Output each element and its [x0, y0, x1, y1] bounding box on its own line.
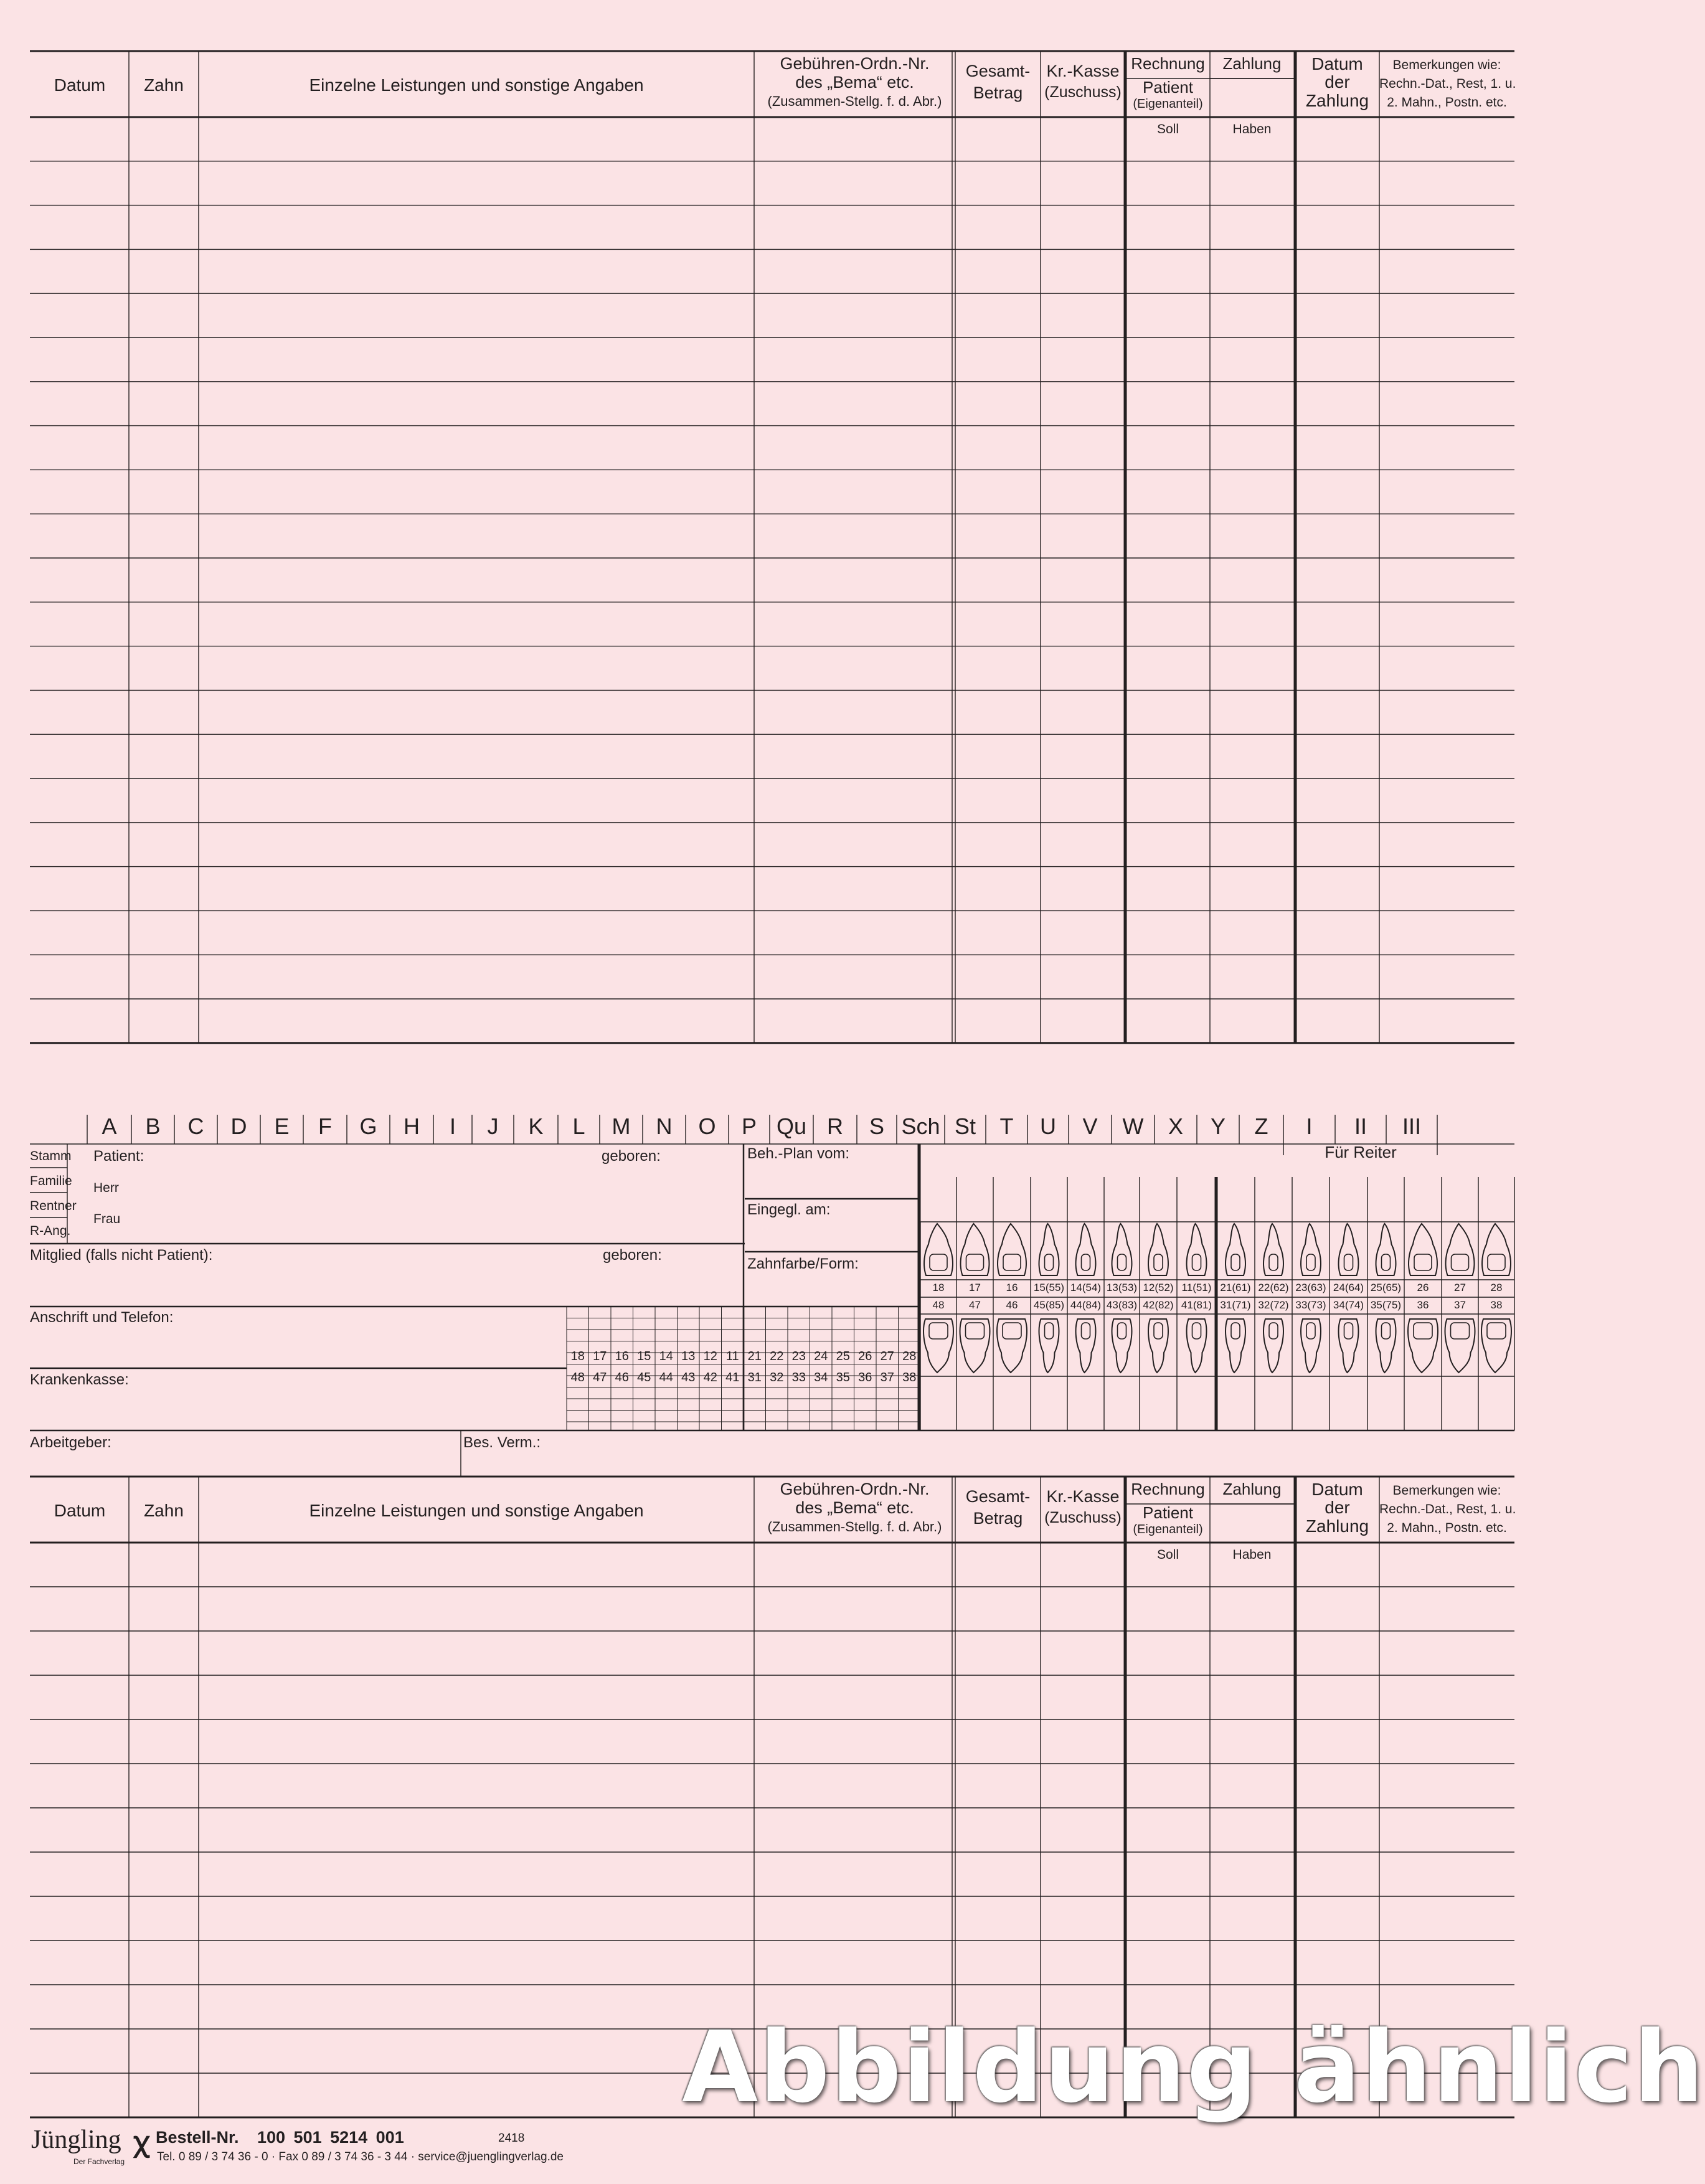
- stamm-label[interactable]: Stamm: [30, 1149, 72, 1163]
- mini-tooth-lower: 43: [681, 1371, 696, 1384]
- bemerkungen-header-1: Bemerkungen wie:: [1392, 1483, 1501, 1498]
- col-gesamt-header-1: Gesamt-: [965, 1487, 1031, 1506]
- herr-label: Herr: [93, 1181, 119, 1195]
- bemerkungen-header-2: Rechn.-Dat., Rest, 1. u.: [1379, 1502, 1516, 1516]
- bestell-label: Bestell-Nr.: [156, 2128, 239, 2147]
- lower-tooth-number: 46: [1006, 1299, 1018, 1311]
- familie-label[interactable]: Familie: [30, 1174, 72, 1188]
- lower-tooth-icon: [1263, 1319, 1283, 1373]
- patient-field-label: Patient:: [93, 1148, 144, 1165]
- upper-tooth-number: 28: [1490, 1282, 1503, 1293]
- datum-zahlung-header-3: Zahlung: [1305, 91, 1369, 110]
- col-gesamt-header-2: Betrag: [973, 83, 1023, 102]
- alphabet-tab: Sch: [901, 1113, 940, 1139]
- alphabet-tab: E: [274, 1113, 290, 1139]
- lower-tooth-icon: [1376, 1319, 1396, 1373]
- mini-tooth-lower: 32: [770, 1371, 784, 1384]
- col-gebuehren-header-1: Gebühren-Ordn.-Nr.: [780, 1480, 930, 1498]
- col-gebuehren-header-3: (Zusammen-Stellg. f. d. Abr.): [767, 1519, 942, 1534]
- alphabet-tab: N: [656, 1113, 673, 1139]
- mini-tooth-lower: 36: [858, 1371, 872, 1384]
- alphabet-tab: V: [1082, 1113, 1098, 1139]
- upper-tooth-number: 23(63): [1295, 1282, 1326, 1293]
- lower-tooth-number: 48: [932, 1299, 945, 1311]
- upper-tooth-icon: [998, 1224, 1026, 1275]
- eingegl-label: Eingegl. am:: [747, 1201, 831, 1218]
- upper-tooth-icon: [1409, 1224, 1437, 1275]
- upper-tooth-number: 17: [969, 1282, 981, 1293]
- alphabet-tab: L: [572, 1113, 585, 1139]
- alphabet-tab: P: [741, 1113, 757, 1139]
- contact-line: Tel. 0 89 / 3 74 36 - 0 · Fax 0 89 / 3 74 36 - 3 44 · service@juenglingverlag.de: [157, 2150, 564, 2163]
- alphabet-tab: T: [999, 1113, 1014, 1139]
- watermark: Abbildung ähnlich: [682, 2010, 1705, 2125]
- mini-tooth-lower: 44: [659, 1371, 673, 1384]
- mini-tooth-lower: 31: [747, 1371, 762, 1384]
- upper-tooth-icon: [961, 1224, 989, 1275]
- alphabet-tab: G: [359, 1113, 377, 1139]
- upper-tooth-icon: [1148, 1224, 1168, 1275]
- lower-tooth-icon: [1445, 1319, 1475, 1373]
- bemerkungen-header-1: Bemerkungen wie:: [1392, 58, 1501, 72]
- mini-tooth-upper: 16: [615, 1350, 629, 1363]
- rechnung-header: Rechnung: [1131, 1480, 1205, 1498]
- lower-tooth-icon: [1112, 1319, 1132, 1373]
- col-kasse-header-1: Kr.-Kasse: [1046, 62, 1120, 80]
- brand-logo: Jüngling: [31, 2125, 121, 2154]
- alphabet-tab: J: [487, 1113, 499, 1139]
- beh-plan-label: Beh.-Plan vom:: [747, 1145, 850, 1162]
- mini-tooth-lower: 45: [637, 1371, 651, 1384]
- lower-tooth-icon: [1039, 1319, 1059, 1373]
- upper-tooth-number: 12(52): [1143, 1282, 1174, 1293]
- upper-tooth-number: 22(62): [1258, 1282, 1289, 1293]
- mini-tooth-upper: 12: [703, 1350, 717, 1363]
- mini-tooth-lower: 37: [880, 1371, 894, 1384]
- frau-label: Frau: [93, 1212, 121, 1226]
- brand-mark-icon: ꭓ: [133, 2127, 149, 2157]
- mini-tooth-upper: 15: [637, 1350, 651, 1363]
- alphabet-tab: Qu: [776, 1113, 807, 1139]
- upper-tooth-number: 26: [1417, 1282, 1429, 1293]
- anschrift-label: Anschrift und Telefon:: [30, 1309, 174, 1326]
- bestell-number: 100 501 5214 001: [257, 2128, 404, 2147]
- mini-tooth-lower: 48: [570, 1371, 585, 1384]
- upper-tooth-icon: [1039, 1224, 1059, 1275]
- upper-tooth-icon: [1076, 1224, 1096, 1275]
- lower-tooth-number: 42(82): [1143, 1299, 1174, 1311]
- mini-tooth-upper: 26: [858, 1350, 872, 1363]
- alphabet-tab: II: [1354, 1113, 1367, 1139]
- lower-tooth-icon: [1076, 1319, 1096, 1373]
- col-gebuehren-header-2: des „Bema“ etc.: [795, 73, 914, 92]
- upper-tooth-icon: [1263, 1224, 1283, 1275]
- fuer-reiter-label: Für Reiter: [1325, 1143, 1397, 1161]
- upper-tooth-number: 18: [932, 1282, 945, 1293]
- bemerkungen-header-3: 2. Mahn., Postn. etc.: [1387, 95, 1507, 110]
- upper-tooth-number: 21(61): [1220, 1282, 1251, 1293]
- upper-tooth-number: 13(53): [1106, 1282, 1138, 1293]
- lower-tooth-number: 32(72): [1258, 1299, 1289, 1311]
- mini-tooth-lower: 35: [836, 1371, 850, 1384]
- brand-subtitle: Der Fachverlag: [73, 2157, 125, 2166]
- upper-tooth-icon: [1339, 1224, 1359, 1275]
- col-gebuehren-header-2: des „Bema“ etc.: [795, 1498, 914, 1517]
- alphabet-tab: III: [1402, 1113, 1421, 1139]
- alphabet-tab: M: [612, 1113, 631, 1139]
- alphabet-tab: H: [404, 1113, 420, 1139]
- col-gesamt-header-2: Betrag: [973, 1509, 1023, 1528]
- rechnung-header: Rechnung: [1131, 54, 1205, 73]
- haben-label: Haben: [1232, 1548, 1272, 1562]
- lower-tooth-number: 33(73): [1295, 1299, 1326, 1311]
- mini-tooth-upper: 17: [593, 1350, 607, 1363]
- lower-tooth-number: 45(85): [1033, 1299, 1065, 1311]
- upper-tooth-number: 27: [1454, 1282, 1466, 1293]
- mini-tooth-lower: 38: [902, 1371, 917, 1384]
- col-zahn-header: Zahn: [144, 1501, 184, 1520]
- lower-tooth-icon: [1301, 1319, 1321, 1373]
- datum-zahlung-header-1: Datum: [1311, 1480, 1363, 1499]
- mini-tooth-lower: 33: [791, 1371, 806, 1384]
- rentner-label[interactable]: Rentner: [30, 1199, 77, 1213]
- mini-tooth-lower: 46: [615, 1371, 629, 1384]
- r-ang-label[interactable]: R-Ang.: [30, 1224, 71, 1238]
- mini-tooth-upper: 11: [725, 1350, 739, 1363]
- soll-label: Soll: [1156, 1548, 1179, 1562]
- lower-tooth-icon: [1481, 1319, 1511, 1373]
- lower-tooth-number: 38: [1490, 1299, 1503, 1311]
- col-leistungen-header: Einzelne Leistungen und sonstige Angaben: [309, 75, 644, 95]
- lower-tooth-icon: [1226, 1319, 1245, 1373]
- alphabet-tab: C: [187, 1113, 204, 1139]
- mini-tooth-lower: 42: [703, 1371, 717, 1384]
- alphabet-tab: S: [869, 1113, 884, 1139]
- col-kasse-header-2: (Zuschuss): [1044, 83, 1122, 101]
- mini-tooth-lower: 34: [814, 1371, 828, 1384]
- haben-label: Haben: [1232, 122, 1272, 136]
- upper-tooth-number: 11(51): [1181, 1282, 1212, 1293]
- datum-zahlung-header-1: Datum: [1311, 54, 1363, 73]
- soll-label: Soll: [1156, 122, 1179, 136]
- alphabet-tab: F: [318, 1113, 332, 1139]
- alphabet-tab: St: [954, 1113, 976, 1139]
- mini-tooth-upper: 21: [747, 1350, 762, 1363]
- lower-tooth-icon: [1339, 1319, 1359, 1373]
- geboren-mitglied-label: geboren:: [603, 1247, 662, 1264]
- col-zahn-header: Zahn: [144, 75, 184, 95]
- upper-tooth-number: 15(55): [1033, 1282, 1065, 1293]
- upper-tooth-number: 25(65): [1370, 1282, 1402, 1293]
- lower-tooth-number: 44(84): [1070, 1299, 1102, 1311]
- mini-tooth-upper: 28: [902, 1350, 917, 1363]
- upper-tooth-icon: [1112, 1224, 1132, 1275]
- lower-tooth-icon: [923, 1319, 953, 1373]
- mini-tooth-upper: 27: [880, 1350, 894, 1363]
- lower-tooth-number: 37: [1454, 1299, 1466, 1311]
- eigenanteil-subheader: (Eigenanteil): [1133, 97, 1203, 111]
- mini-tooth-upper: 25: [836, 1350, 850, 1363]
- patient-subheader: Patient: [1143, 1503, 1193, 1522]
- mini-tooth-upper: 22: [770, 1350, 784, 1363]
- lower-tooth-number: 41(81): [1181, 1299, 1212, 1311]
- upper-tooth-number: 24(64): [1333, 1282, 1364, 1293]
- upper-tooth-icon: [1301, 1224, 1321, 1275]
- lower-tooth-icon: [1148, 1319, 1168, 1373]
- alphabet-tab: W: [1122, 1113, 1144, 1139]
- col-datum-header: Datum: [54, 75, 106, 95]
- mitglied-label: Mitglied (falls nicht Patient):: [30, 1247, 213, 1264]
- alphabet-tab: I: [449, 1113, 456, 1139]
- upper-tooth-icon: [1482, 1224, 1511, 1275]
- patient-subheader: Patient: [1143, 78, 1193, 97]
- alphabet-tab: I: [1306, 1113, 1313, 1139]
- alphabet-tab: B: [145, 1113, 161, 1139]
- bemerkungen-header-2: Rechn.-Dat., Rest, 1. u.: [1379, 77, 1516, 91]
- upper-tooth-number: 14(54): [1070, 1282, 1102, 1293]
- datum-zahlung-header-2: der: [1325, 72, 1350, 92]
- lower-tooth-icon: [960, 1319, 990, 1373]
- alphabet-tab: D: [230, 1113, 247, 1139]
- col-gesamt-header-1: Gesamt-: [965, 62, 1031, 80]
- mini-tooth-upper: 23: [791, 1350, 806, 1363]
- mini-tooth-lower: 47: [593, 1371, 607, 1384]
- mini-tooth-upper: 14: [659, 1350, 673, 1363]
- zahlung-header: Zahlung: [1222, 1480, 1282, 1498]
- upper-tooth-icon: [1446, 1224, 1475, 1275]
- col-kasse-header-1: Kr.-Kasse: [1046, 1487, 1120, 1506]
- upper-tooth-icon: [1376, 1224, 1396, 1275]
- bemerkungen-header-3: 2. Mahn., Postn. etc.: [1387, 1521, 1507, 1535]
- col-gebuehren-header-3: (Zusammen-Stellg. f. d. Abr.): [767, 93, 942, 109]
- krankenkasse-label: Krankenkasse:: [30, 1371, 129, 1388]
- zahlung-header: Zahlung: [1222, 54, 1282, 73]
- datum-zahlung-header-3: Zahlung: [1305, 1516, 1369, 1536]
- geboren-label: geboren:: [602, 1148, 661, 1165]
- upper-tooth-icon: [1187, 1224, 1207, 1275]
- lower-tooth-number: 34(74): [1333, 1299, 1364, 1311]
- mini-tooth-upper: 24: [814, 1350, 828, 1363]
- alphabet-tab: Y: [1210, 1113, 1226, 1139]
- datum-zahlung-header-2: der: [1325, 1498, 1350, 1517]
- alphabet-tab: A: [102, 1113, 117, 1139]
- lower-tooth-number: 35(75): [1370, 1299, 1402, 1311]
- arbeitgeber-label: Arbeitgeber:: [30, 1434, 111, 1451]
- upper-tooth-icon: [924, 1224, 953, 1275]
- col-leistungen-header: Einzelne Leistungen und sonstige Angaben: [309, 1501, 644, 1520]
- col-kasse-header-2: (Zuschuss): [1044, 1509, 1122, 1526]
- lower-tooth-icon: [1187, 1319, 1207, 1373]
- alphabet-tab: K: [528, 1113, 544, 1139]
- mini-tooth-lower: 41: [725, 1371, 740, 1384]
- zahnfarbe-label: Zahnfarbe/Form:: [747, 1255, 859, 1272]
- alphabet-tab: O: [698, 1113, 716, 1139]
- lower-tooth-number: 36: [1417, 1299, 1429, 1311]
- bes-verm-label: Bes. Verm.:: [463, 1434, 541, 1451]
- eigenanteil-subheader: (Eigenanteil): [1133, 1523, 1203, 1536]
- col-gebuehren-header-1: Gebühren-Ordn.-Nr.: [780, 54, 930, 73]
- mini-tooth-upper: 13: [681, 1350, 696, 1363]
- upper-tooth-number: 16: [1006, 1282, 1018, 1293]
- lower-tooth-number: 47: [969, 1299, 981, 1311]
- mini-tooth-upper: 18: [570, 1350, 585, 1363]
- alphabet-tab: Z: [1254, 1113, 1268, 1139]
- lower-tooth-number: 43(83): [1106, 1299, 1138, 1311]
- lower-tooth-icon: [997, 1319, 1027, 1373]
- lower-tooth-number: 31(71): [1220, 1299, 1251, 1311]
- lower-tooth-icon: [1408, 1319, 1438, 1373]
- col-datum-header: Datum: [54, 1501, 106, 1520]
- alphabet-tab: U: [1040, 1113, 1056, 1139]
- alphabet-tab: X: [1168, 1113, 1183, 1139]
- upper-tooth-icon: [1226, 1224, 1245, 1275]
- form-code: 2418: [498, 2132, 525, 2145]
- alphabet-tab: R: [827, 1113, 843, 1139]
